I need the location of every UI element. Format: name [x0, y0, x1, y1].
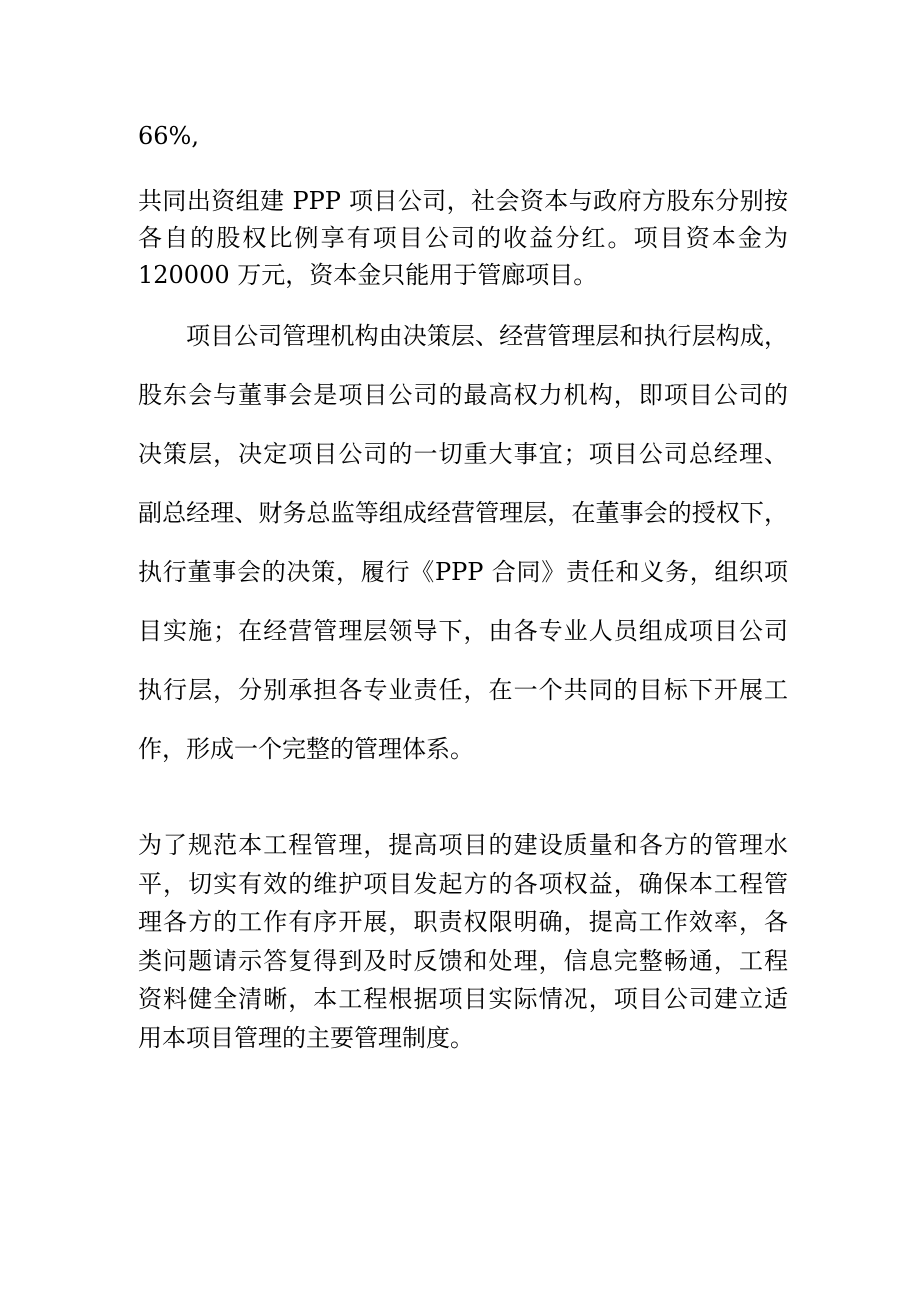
- paragraph-management-structure: [138, 307, 788, 779]
- paragraph-capital: [138, 183, 788, 294]
- text-line: 执行层，分别承担各专业责任，在一个共同的目标下开展工: [138, 676, 788, 704]
- text-fragment: [138, 119, 788, 153]
- text-line: 平，切实有效的维护项目发起方的各项权益，确保本工程管: [138, 869, 788, 898]
- text-line: 执行董事会的决策，履行《PPP 合同》责任和义务，组织项: [138, 558, 788, 586]
- text-line: 类问题请示答复得到及时反馈和处理，信息完整畅通，工程: [138, 946, 788, 975]
- text-line: 作，形成一个完整的管理体系。: [138, 735, 474, 763]
- text-line: 用本项目管理的主要管理制度。: [138, 1023, 474, 1052]
- text-line: 为了规范本工程管理，提高项目的建设质量和各方的管理水: [138, 831, 788, 859]
- text-line: 项目公司管理机构由决策层、经营管理层和执行层构成，: [186, 322, 788, 350]
- text-line: 资料健全清晰，本工程根据项目实际情况，项目公司建立适: [138, 985, 788, 1013]
- text-line: 各自的股权比例享有项目公司的收益分红。项目资本金为: [138, 224, 788, 252]
- text-line: 决策层，决定项目公司的一切重大事宜；项目公司总经理、: [138, 440, 788, 468]
- text-line: 共同出资组建 PPP 项目公司，社会资本与政府方股东分别按: [138, 187, 788, 215]
- text-line: 目实施；在经营管理层领导下，由各专业人员组成项目公司: [138, 617, 788, 645]
- text-line: 理各方的工作有序开展，职责权限明确，提高工作效率，各: [138, 908, 788, 936]
- text-line: 副总经理、财务总监等组成经营管理层，在董事会的授权下，: [138, 499, 788, 527]
- paragraph-management-system: [138, 826, 788, 1057]
- text-line: 股东会与董事会是项目公司的最高权力机构，即项目公司的: [138, 381, 788, 409]
- text-line: 120000 万元，资本金只能用于管廊项目。: [138, 261, 598, 289]
- text-line: 66%,: [138, 122, 199, 150]
